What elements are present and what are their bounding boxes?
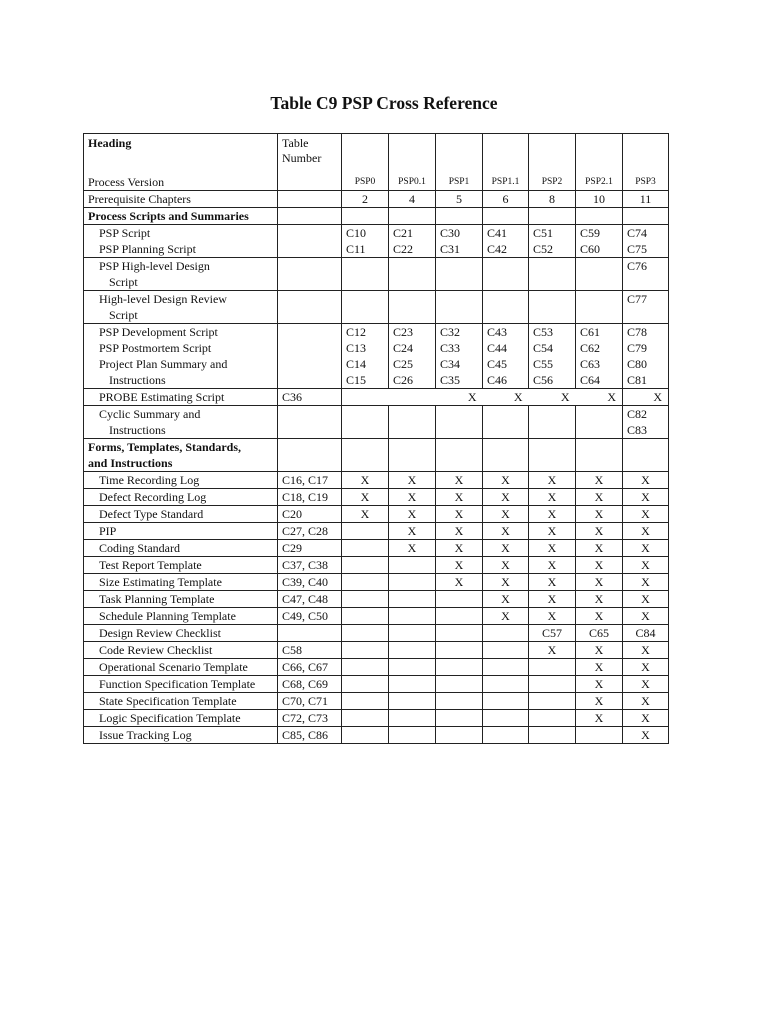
mark-cell: X — [483, 608, 529, 625]
mark-cell — [389, 659, 436, 676]
cell: C42 — [483, 241, 529, 258]
cell: C45 — [483, 356, 529, 372]
mark-cell: X — [389, 540, 436, 557]
version-psp2: PSP2 — [529, 174, 576, 191]
mark-cell: X — [576, 489, 623, 506]
table-row — [84, 693, 669, 710]
cell: C64 — [576, 372, 623, 389]
mark-cell: C84 — [623, 625, 669, 642]
cell: C14 — [342, 356, 389, 372]
mark-cell — [342, 642, 389, 659]
mark-cell: X — [623, 489, 669, 506]
section-heading: Process Scripts and Summaries — [84, 208, 278, 225]
mark-cell: X — [436, 523, 483, 540]
table-number-cell: C58 — [278, 642, 342, 659]
mark-cell: X — [623, 574, 669, 591]
table-number-cell: C85, C86 — [278, 727, 342, 744]
mark-cell: X — [576, 523, 623, 540]
ppsum-row-cont — [84, 372, 669, 389]
mark-cell — [389, 727, 436, 744]
table-row — [84, 676, 669, 693]
prerequisite-row — [84, 191, 669, 208]
mark-cell: X — [623, 472, 669, 489]
cell: C52 — [529, 241, 576, 258]
table-number-cell — [278, 625, 342, 642]
table-row — [84, 557, 669, 574]
mark-cell: X — [483, 591, 529, 608]
cell: C24 — [389, 340, 436, 356]
version-psp0-1: PSP0.1 — [389, 174, 436, 191]
table-number-cell: C16, C17 — [278, 472, 342, 489]
mark-cell: X — [576, 389, 623, 406]
row-label-cont: Instructions — [84, 422, 278, 439]
mark-cell: X — [389, 472, 436, 489]
mark-cell: X — [483, 540, 529, 557]
cell: C76 — [623, 258, 669, 275]
mark-cell: X — [576, 659, 623, 676]
mark-cell: X — [529, 506, 576, 523]
table-number-header — [278, 134, 342, 175]
table-number-cell: C27, C28 — [278, 523, 342, 540]
mark-cell: X — [576, 472, 623, 489]
table-number-cell: C68, C69 — [278, 676, 342, 693]
mark-cell — [436, 676, 483, 693]
mark-cell: X — [483, 472, 529, 489]
table-row — [84, 625, 669, 642]
mark-cell — [483, 642, 529, 659]
mark-cell: X — [529, 642, 576, 659]
mark-cell: C57 — [529, 625, 576, 642]
mark-cell: X — [389, 506, 436, 523]
section-forms-cont — [84, 455, 669, 472]
version-header-spacer — [576, 134, 623, 175]
mark-cell: X — [436, 557, 483, 574]
table-number-header-line1: Table — [282, 136, 309, 150]
row-label: Defect Type Standard — [84, 506, 278, 523]
mark-cell: X — [342, 472, 389, 489]
cell: C75 — [623, 241, 669, 258]
ppsum-row — [84, 356, 669, 372]
mark-cell: X — [623, 693, 669, 710]
mark-cell: X — [623, 676, 669, 693]
mark-cell — [342, 523, 389, 540]
prerequisite-value: 4 — [389, 191, 436, 208]
version-header-spacer — [529, 134, 576, 175]
mark-cell: X — [576, 591, 623, 608]
cell: C12 — [342, 324, 389, 341]
table-number-cell: C39, C40 — [278, 574, 342, 591]
mark-cell: X — [342, 489, 389, 506]
mark-cell: X — [436, 540, 483, 557]
mark-cell — [342, 727, 389, 744]
cell: C62 — [576, 340, 623, 356]
cell: C23 — [389, 324, 436, 341]
mark-cell — [529, 693, 576, 710]
row-label: Logic Specification Template — [84, 710, 278, 727]
row-label: Code Review Checklist — [84, 642, 278, 659]
cell: C60 — [576, 241, 623, 258]
mark-cell — [436, 727, 483, 744]
mark-cell — [342, 659, 389, 676]
table-row — [84, 608, 669, 625]
mark-cell: X — [529, 472, 576, 489]
cell: C35 — [436, 372, 483, 389]
table-row — [84, 489, 669, 506]
prerequisite-value: 5 — [436, 191, 483, 208]
mark-cell: X — [576, 574, 623, 591]
cell: C78 — [623, 324, 669, 341]
mark-cell — [342, 557, 389, 574]
cell: C33 — [436, 340, 483, 356]
mark-cell: X — [342, 506, 389, 523]
cell: C32 — [436, 324, 483, 341]
row-label: Design Review Checklist — [84, 625, 278, 642]
table-number-cell: C36 — [278, 389, 342, 406]
mark-cell — [529, 676, 576, 693]
table-number-cell: C37, C38 — [278, 557, 342, 574]
table-number-cell: C70, C71 — [278, 693, 342, 710]
row-label: Function Specification Template — [84, 676, 278, 693]
table-number-cell: C49, C50 — [278, 608, 342, 625]
row-label: Schedule Planning Template — [84, 608, 278, 625]
cell: C41 — [483, 225, 529, 242]
row-label: High-level Design Review — [84, 291, 278, 308]
mark-cell: X — [529, 608, 576, 625]
mark-cell — [389, 625, 436, 642]
mark-cell: X — [483, 506, 529, 523]
process-version-label: Process Version — [84, 174, 278, 191]
hld-review-row — [84, 291, 669, 308]
mark-cell — [342, 389, 389, 406]
hld-review-row-cont — [84, 307, 669, 324]
row-label: Size Estimating Template — [84, 574, 278, 591]
row-label-cont: Instructions — [84, 372, 278, 389]
cross-reference-table-wrapper — [83, 133, 669, 744]
row-label: PIP — [84, 523, 278, 540]
table-row — [84, 591, 669, 608]
table-row — [84, 540, 669, 557]
row-label: Defect Recording Log — [84, 489, 278, 506]
version-header-spacer — [623, 134, 669, 175]
row-label: Test Report Template — [84, 557, 278, 574]
mark-cell: X — [529, 489, 576, 506]
cell: C13 — [342, 340, 389, 356]
mark-cell — [389, 591, 436, 608]
cyclic-row-cont — [84, 422, 669, 439]
mark-cell — [436, 608, 483, 625]
mark-cell: X — [483, 489, 529, 506]
mark-cell: X — [576, 693, 623, 710]
cell: C21 — [389, 225, 436, 242]
cell: C56 — [529, 372, 576, 389]
cell: C15 — [342, 372, 389, 389]
cell: C77 — [623, 291, 669, 308]
cell: C31 — [436, 241, 483, 258]
mark-cell: X — [436, 472, 483, 489]
psp-hld-row — [84, 258, 669, 275]
table-row — [84, 727, 669, 744]
cell: C63 — [576, 356, 623, 372]
prerequisite-table-cell — [278, 191, 342, 208]
cell: C83 — [623, 422, 669, 439]
mark-cell: X — [623, 557, 669, 574]
mark-cell: X — [623, 591, 669, 608]
mark-cell — [483, 625, 529, 642]
mark-cell — [342, 676, 389, 693]
table-row — [84, 710, 669, 727]
mark-cell: X — [623, 523, 669, 540]
table-number-cell: C18, C19 — [278, 489, 342, 506]
table-number-header-line2: Number — [282, 151, 322, 165]
psp-hld-row-cont — [84, 274, 669, 291]
row-label-cont: Script — [84, 307, 278, 324]
mark-cell — [436, 659, 483, 676]
version-header-spacer — [389, 134, 436, 175]
mark-cell: X — [576, 710, 623, 727]
version-psp1-1: PSP1.1 — [483, 174, 529, 191]
table-number-cell: C29 — [278, 540, 342, 557]
cell: C30 — [436, 225, 483, 242]
mark-cell: X — [623, 506, 669, 523]
row-label: Cyclic Summary and — [84, 406, 278, 423]
version-psp3: PSP3 — [623, 174, 669, 191]
mark-cell: X — [623, 608, 669, 625]
psp-script-row — [84, 225, 669, 242]
mark-cell — [436, 625, 483, 642]
mark-cell: X — [529, 557, 576, 574]
probe-row — [84, 389, 669, 406]
table-number-cell: C20 — [278, 506, 342, 523]
mark-cell: X — [576, 506, 623, 523]
mark-cell — [576, 727, 623, 744]
cell: C34 — [436, 356, 483, 372]
prerequisite-label: Prerequisite Chapters — [84, 191, 278, 208]
mark-cell: X — [623, 727, 669, 744]
mark-cell — [389, 574, 436, 591]
cell: C82 — [623, 406, 669, 423]
mark-cell — [389, 557, 436, 574]
cross-reference-table — [83, 133, 669, 744]
cell: C25 — [389, 356, 436, 372]
cell: C11 — [342, 241, 389, 258]
table-row — [84, 472, 669, 489]
cell: C74 — [623, 225, 669, 242]
version-psp1: PSP1 — [436, 174, 483, 191]
mark-cell — [389, 608, 436, 625]
row-label: Time Recording Log — [84, 472, 278, 489]
prerequisite-value: 6 — [483, 191, 529, 208]
row-label: Task Planning Template — [84, 591, 278, 608]
mark-cell: X — [529, 389, 576, 406]
table-number-cell: C72, C73 — [278, 710, 342, 727]
mark-cell: X — [529, 540, 576, 557]
row-label: State Specification Template — [84, 693, 278, 710]
mark-cell — [342, 710, 389, 727]
mark-cell: X — [623, 642, 669, 659]
mark-cell — [483, 710, 529, 727]
mark-cell — [436, 693, 483, 710]
row-label: Coding Standard — [84, 540, 278, 557]
mark-cell — [436, 591, 483, 608]
section-process-scripts — [84, 208, 669, 225]
mark-cell: X — [576, 608, 623, 625]
version-header-spacer — [436, 134, 483, 175]
table-row — [84, 506, 669, 523]
mark-cell — [342, 608, 389, 625]
cell: C80 — [623, 356, 669, 372]
row-label: Project Plan Summary and — [84, 356, 278, 372]
mark-cell: C65 — [576, 625, 623, 642]
mark-cell: X — [623, 710, 669, 727]
prerequisite-value: 2 — [342, 191, 389, 208]
mark-cell — [389, 676, 436, 693]
mark-cell: X — [529, 523, 576, 540]
section-heading-cont: and Instructions — [84, 455, 278, 472]
row-label: PSP Development Script — [84, 324, 278, 341]
prerequisite-value: 8 — [529, 191, 576, 208]
row-label: Operational Scenario Template — [84, 659, 278, 676]
mark-cell — [389, 389, 436, 406]
cell: C81 — [623, 372, 669, 389]
version-psp0: PSP0 — [342, 174, 389, 191]
mark-cell — [483, 693, 529, 710]
row-label: Issue Tracking Log — [84, 727, 278, 744]
mark-cell: X — [623, 389, 669, 406]
mark-cell: X — [576, 676, 623, 693]
cell: C55 — [529, 356, 576, 372]
mark-cell: X — [483, 557, 529, 574]
version-header-spacer — [342, 134, 389, 175]
cell: C79 — [623, 340, 669, 356]
mark-cell — [483, 659, 529, 676]
mark-cell — [342, 574, 389, 591]
cell: C51 — [529, 225, 576, 242]
table-row — [84, 659, 669, 676]
row-label: PSP Planning Script — [84, 241, 278, 258]
version-header-spacer — [483, 134, 529, 175]
heading-header: Heading — [84, 134, 278, 175]
cell: C10 — [342, 225, 389, 242]
mark-cell — [529, 710, 576, 727]
mark-cell: X — [623, 659, 669, 676]
mark-cell: X — [436, 389, 483, 406]
mark-cell: X — [529, 591, 576, 608]
mark-cell: X — [576, 642, 623, 659]
table-number-cell: C47, C48 — [278, 591, 342, 608]
cell: C59 — [576, 225, 623, 242]
mark-cell — [389, 693, 436, 710]
mark-cell — [342, 540, 389, 557]
mark-cell: X — [623, 540, 669, 557]
mark-cell: X — [483, 574, 529, 591]
cyclic-row — [84, 406, 669, 423]
mark-cell — [389, 642, 436, 659]
row-label: PSP High-level Design — [84, 258, 278, 275]
header-row — [84, 134, 669, 175]
mark-cell — [436, 710, 483, 727]
row-label: PSP Script — [84, 225, 278, 242]
row-label: PSP Postmortem Script — [84, 340, 278, 356]
cell: C26 — [389, 372, 436, 389]
cell: C53 — [529, 324, 576, 341]
section-forms — [84, 439, 669, 456]
mark-cell: X — [576, 557, 623, 574]
mark-cell: X — [483, 523, 529, 540]
cell: C43 — [483, 324, 529, 341]
cell: C61 — [576, 324, 623, 341]
table-number-cell: C66, C67 — [278, 659, 342, 676]
table-row — [84, 642, 669, 659]
mark-cell: X — [483, 389, 529, 406]
cell: C46 — [483, 372, 529, 389]
table-row — [84, 523, 669, 540]
psp-post-row — [84, 340, 669, 356]
mark-cell — [529, 659, 576, 676]
mark-cell: X — [389, 523, 436, 540]
mark-cell: X — [436, 574, 483, 591]
process-version-row — [84, 174, 669, 191]
psp-dev-row — [84, 324, 669, 341]
table-title: Table C9 PSP Cross Reference — [270, 93, 498, 113]
prerequisite-value: 10 — [576, 191, 623, 208]
table-row — [84, 574, 669, 591]
psp-planning-row — [84, 241, 669, 258]
mark-cell — [389, 710, 436, 727]
mark-cell — [483, 727, 529, 744]
mark-cell: X — [576, 540, 623, 557]
row-label: PROBE Estimating Script — [84, 389, 278, 406]
section-heading: Forms, Templates, Standards, — [84, 439, 278, 456]
cell: C54 — [529, 340, 576, 356]
mark-cell — [529, 727, 576, 744]
mark-cell: X — [529, 574, 576, 591]
mark-cell — [342, 693, 389, 710]
mark-cell: X — [436, 506, 483, 523]
mark-cell — [483, 676, 529, 693]
process-version-table-cell — [278, 174, 342, 191]
mark-cell — [342, 591, 389, 608]
mark-cell: X — [436, 489, 483, 506]
prerequisite-value: 11 — [623, 191, 669, 208]
cell: C44 — [483, 340, 529, 356]
cell: C22 — [389, 241, 436, 258]
version-psp2-1: PSP2.1 — [576, 174, 623, 191]
row-label-cont: Script — [84, 274, 278, 291]
mark-cell — [342, 625, 389, 642]
mark-cell: X — [389, 489, 436, 506]
mark-cell — [436, 642, 483, 659]
